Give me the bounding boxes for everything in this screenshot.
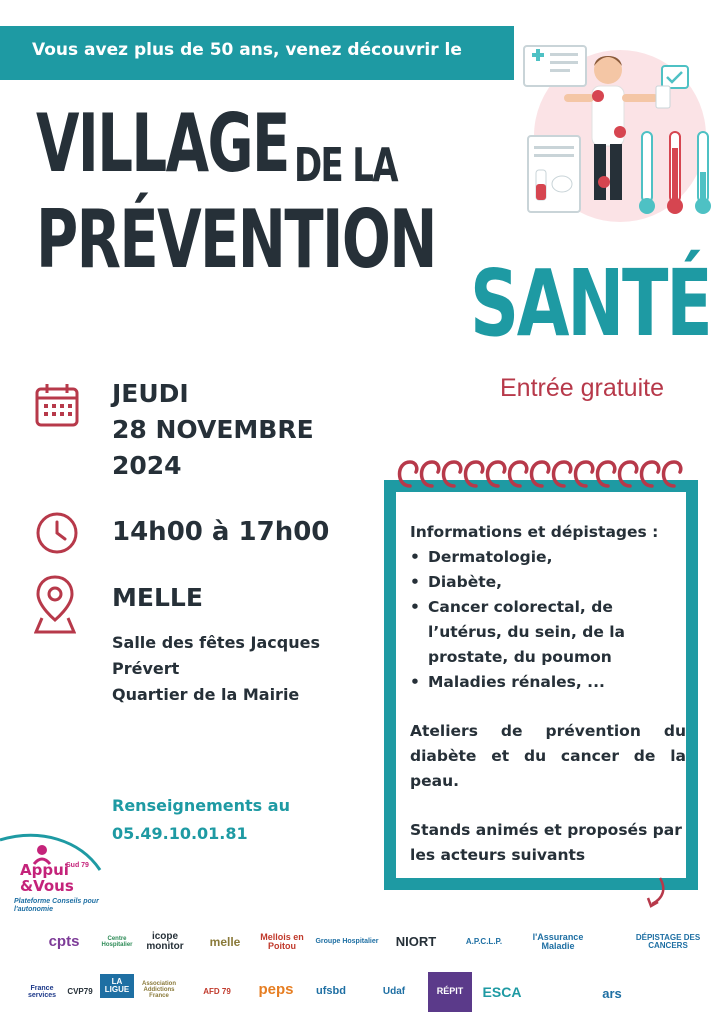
stands-text: Stands animés et proposés par les acteurs suivants xyxy=(410,821,682,864)
organizer-logo-line2: &Vous xyxy=(20,877,74,895)
info-notebook xyxy=(384,480,698,890)
list-item: • Diabète, xyxy=(410,570,686,595)
list-item: • Maladies rénales, ... xyxy=(410,670,686,695)
arrow-down-icon xyxy=(640,876,670,910)
partner-logo-mellois: Mellois en Poitou xyxy=(260,931,304,951)
partner-logo-cvp79: CVP79 xyxy=(67,986,93,996)
organizer-logo xyxy=(0,830,110,930)
partner-logo-hospital: Centre Hospitalier xyxy=(101,935,133,948)
venue-line-1: Salle des fêtes Jacques xyxy=(112,633,320,652)
partner-logo-niort: NIORT xyxy=(395,934,437,950)
partner-logo-groupe-hospitalier: Groupe Hospitalier xyxy=(315,938,379,946)
notebook-spiral xyxy=(394,456,684,504)
partner-logo-depistage: DÉPISTAGE DES CANCERS xyxy=(635,932,701,950)
title-prevention: PRÉVENTION xyxy=(36,193,436,286)
partner-logo-apclp: A.P.C.L.P. xyxy=(465,936,503,946)
location-pin-icon xyxy=(34,574,76,634)
partner-logo-peps: peps xyxy=(258,981,294,999)
contact-phone[interactable]: 05.49.10.01.81 xyxy=(112,824,248,843)
partner-logo-cpts: cpts xyxy=(48,933,80,951)
list-item: • Dermatologie, xyxy=(410,545,686,570)
event-time: 14h00 à 17h00 xyxy=(112,517,330,547)
notebook-heading: Informations et dépistages : xyxy=(410,523,659,541)
venue-line-2: Prévert xyxy=(112,659,180,678)
clock-icon xyxy=(34,510,80,556)
organizer-logo-tagline: Plateforme Conseils pour l'autonomie xyxy=(14,898,99,913)
partner-logo-ufsbd: ufsbd xyxy=(316,985,346,998)
partner-logo-assurance-maladie: l'Assurance Maladie xyxy=(532,931,584,951)
event-day: JEUDI xyxy=(112,379,189,408)
partner-logo-france-services: France services xyxy=(27,984,57,999)
banner-text: Vous avez plus de 50 ans, venez découvrir le xyxy=(32,40,462,60)
screening-list xyxy=(410,545,686,695)
partner-logo-la-ligue: LA LIGUE xyxy=(100,974,134,998)
event-year: 2024 xyxy=(112,451,182,480)
title-sante: SANTÉ xyxy=(470,250,711,357)
workshops-text: Ateliers de prévention du diabète et du cancer de la peau. xyxy=(410,722,686,790)
partner-logo-ars: ars xyxy=(602,986,622,1002)
event-city: MELLE xyxy=(112,583,203,612)
partner-logo-repit: RÉPIT xyxy=(428,972,472,1012)
partner-logo-afd79: AFD 79 xyxy=(203,986,231,996)
contact-label: Renseignements au xyxy=(112,796,290,815)
partner-logo-addictions-france: Association Addictions France xyxy=(141,980,176,1000)
partner-logo-udaf: Udaf xyxy=(382,985,406,997)
venue-line-3: Quartier de la Mairie xyxy=(112,685,300,704)
top-banner xyxy=(0,26,514,80)
list-item: • Cancer colorectal, de l’utérus, du sein, de la prostate, du poumon xyxy=(410,595,686,670)
doctor-illustration xyxy=(516,36,720,222)
calendar-icon xyxy=(34,382,80,428)
title-village: VILLAGE xyxy=(36,97,289,190)
partner-logo-icope: icope monitor xyxy=(146,930,184,952)
title-de-la: DE LA xyxy=(294,138,397,192)
partner-logo-melle: melle xyxy=(209,934,241,949)
partner-logo-esca: ESCA xyxy=(482,983,522,1000)
free-entry-label: Entrée gratuite xyxy=(500,374,664,402)
organizer-logo-badge: Sud 79 xyxy=(66,862,89,869)
organizer-logo-line1: Appui xyxy=(20,861,69,879)
event-date: 28 NOVEMBRE xyxy=(112,415,314,444)
